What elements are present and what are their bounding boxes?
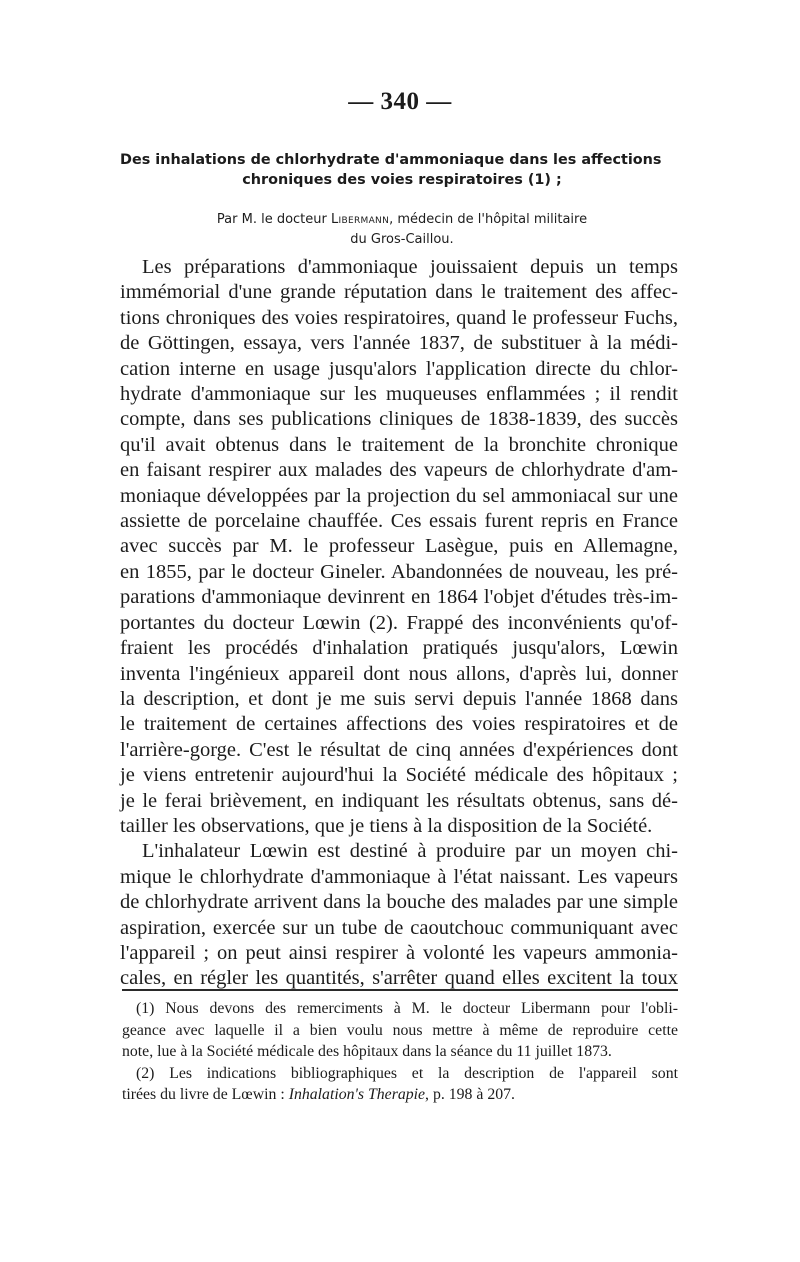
author-byline xyxy=(120,210,684,250)
article-title-line-1: Des inhalations de chlorhydrate d'ammoniaque dans les affections xyxy=(120,152,662,168)
body-line: la description, et dont je me suis servi depuis l'année 1868 dans xyxy=(120,687,678,710)
body-line: mique le chlorhydrate d'ammoniaque à l'état naissant. Les vapeurs xyxy=(120,865,678,888)
body-line: je le ferai brièvement, en indiquant les résultats obtenus, sans dé- xyxy=(120,789,678,812)
body-line: inventa l'ingénieux appareil dont nous allons, d'après lui, donner xyxy=(120,662,678,685)
body-line: l'arrière-gorge. C'est le résultat de cinq années d'expériences dont xyxy=(120,738,678,761)
footnote-line: geance avec laquelle il a bien voulu nous mettre à même de reproduire cette xyxy=(122,1021,678,1039)
body-line: moniaque développées par la projection du sel ammoniacal sur une xyxy=(120,484,678,507)
body-line: aspiration, exercée sur un tube de caoutchouc communiquant avec xyxy=(120,916,678,939)
body-line: hydrate d'ammoniaque sur les muqueuses enflammées ; il rendit xyxy=(120,383,678,406)
body-line: de Göttingen, essaya, vers l'année 1837, de substituer à la médi- xyxy=(120,332,678,355)
body-line: immémorial d'une grande réputation dans le traitement des affec- xyxy=(120,281,678,304)
footnote-text: tirées du livre de Lœwin : xyxy=(122,1086,289,1103)
body-line: L'inhalateur Lœwin est destiné à produire par un moyen chi- xyxy=(142,840,678,863)
byline-line-2: du Gros-Caillou. xyxy=(350,232,454,247)
body-line: fraient les procédés d'inhalation pratiqués jusqu'alors, Lœwin xyxy=(120,637,678,660)
footnotes xyxy=(122,998,678,1106)
footnote-divider xyxy=(122,989,678,991)
body-line: avec succès par M. le professeur Lasègue, puis en Allemagne, xyxy=(120,535,678,558)
body-line: je viens entretenir aujourd'hui la Société médicale des hôpitaux ; xyxy=(120,764,678,787)
author-name: Libermann xyxy=(331,212,390,227)
body-line: de chlorhydrate arrivent dans la bouche des malades par une simple xyxy=(120,891,678,914)
body-line: en faisant respirer aux malades des vapeurs de chlorhydrate d'am- xyxy=(120,459,678,482)
byline-prefix: Par M. le docteur xyxy=(216,212,331,227)
body-text xyxy=(120,255,678,992)
cited-book-title: Inhalation's Therapie xyxy=(288,1086,426,1103)
footnote-line: (1) Nous devons des remerciments à M. le docteur Libermann pour l'obli- xyxy=(136,1000,678,1017)
body-line: qu'il avait obtenus dans le traitement de la bronchite chronique xyxy=(120,433,678,456)
body-line: portantes du docteur Lœwin (2). Frappé des inconvénients qu'of- xyxy=(120,611,678,634)
body-line: le traitement de certaines affections des voies respiratoires et de xyxy=(120,713,678,736)
footnote-line: (2) Les indications bibliographiques et la description de l'appareil sont xyxy=(136,1064,678,1082)
body-line: compte, dans ses publications cliniques de 1838-1839, des succès xyxy=(120,408,678,431)
page-number: — 340 — xyxy=(348,88,452,115)
body-line: tions chroniques des voies respiratoires, quand le professeur Fuchs, xyxy=(120,306,678,329)
byline-line-1 xyxy=(120,210,684,230)
body-line: cation interne en usage jusqu'alors l'application directe du chlor- xyxy=(120,357,678,380)
footnote-text: , p. 198 à 207. xyxy=(425,1086,515,1103)
article-title xyxy=(120,150,684,190)
body-line: parations d'ammoniaque devinrent en 1864 l'objet d'études très-im- xyxy=(120,586,678,609)
byline-affiliation: , médecin de l'hôpital militaire xyxy=(389,212,588,227)
body-line: l'appareil ; on peut ainsi respirer à volonté les vapeurs ammonia- xyxy=(120,941,678,964)
body-line: Les préparations d'ammoniaque jouissaient depuis un temps xyxy=(142,256,678,278)
body-line: en 1855, par le docteur Gineler. Abandonnées de nouveau, les pré- xyxy=(120,560,678,583)
body-line: assiette de porcelaine chauffée. Ces essais furent repris en France xyxy=(120,510,678,533)
body-line: cales, en régler les quantités, s'arrêter quand elles excitent la toux xyxy=(120,967,678,990)
footnote-line: note, lue à la Société médicale des hôpitaux dans la séance du 11 juillet 1873. xyxy=(122,1043,612,1060)
footnote-line xyxy=(122,1084,678,1106)
article-title-line-2: chroniques des voies respiratoires (1) ; xyxy=(242,172,562,188)
body-line: tailler les observations, que je tiens à la disposition de la Société. xyxy=(120,814,653,837)
